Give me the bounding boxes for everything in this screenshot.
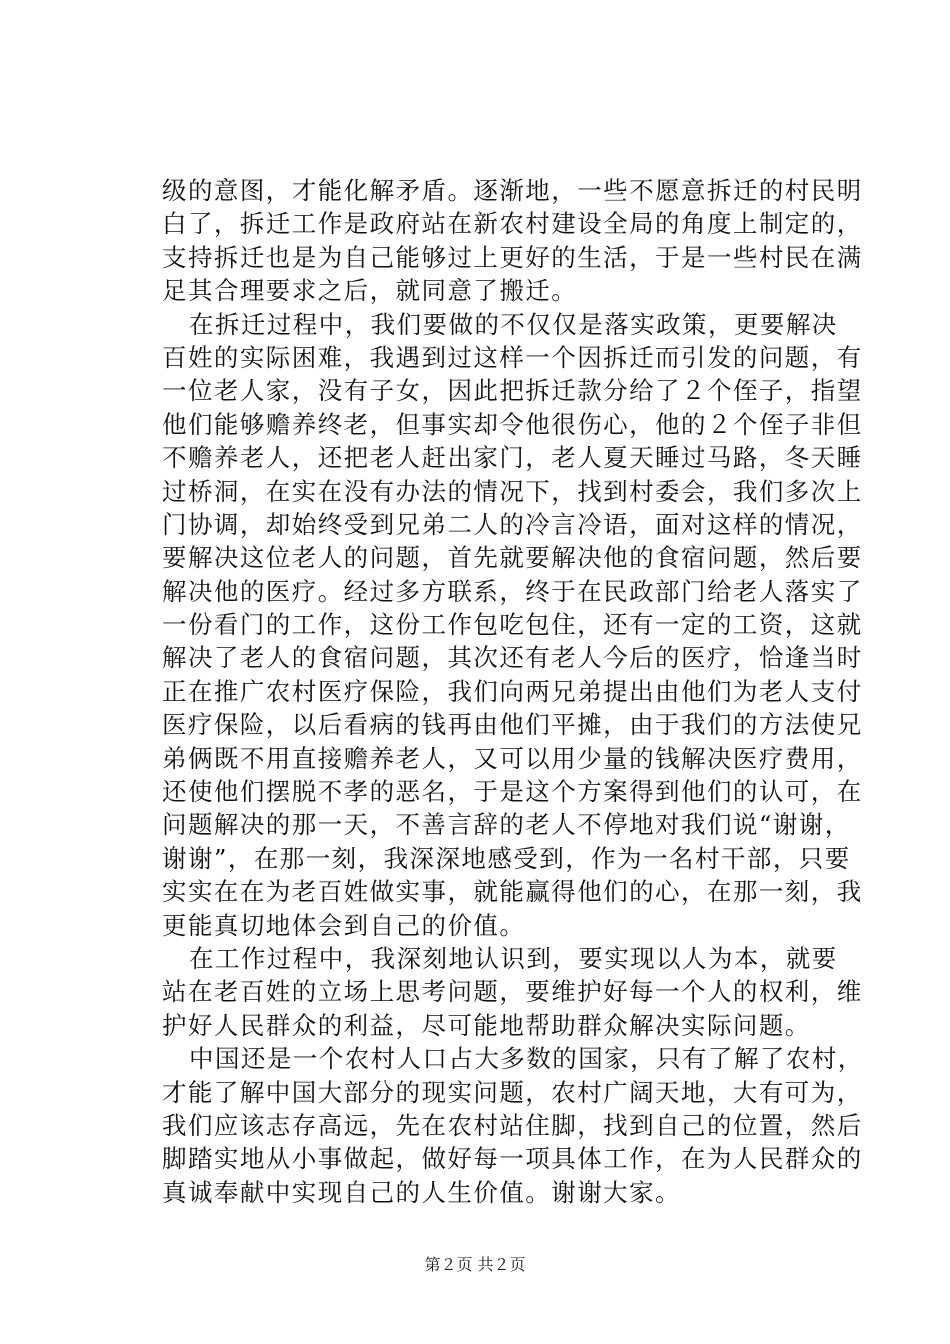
text-line: 级的意图，才能化解矛盾。逐渐地，一些不愿意拆迁的村民明 <box>162 176 863 205</box>
text-line: 要解决这位老人的问题，首先就要解决他的食宿问题，然后要 <box>162 543 863 573</box>
text-line: 足其合理要求之后，就同意了搬迁。 <box>162 276 578 306</box>
text-line: 过桥洞，在实在没有办法的情况下，找到村委会，我们多次上 <box>162 476 863 506</box>
text-line: 他们能够赡养终老，但事实却令他很伤心，他的２个侄子非但 <box>162 409 863 439</box>
text-line: 弟俩既不用直接赡养老人，又可以用少量的钱解决医疗费用， <box>162 743 863 773</box>
text-line: 正在推广农村医疗保险，我们向两兄弟提出由他们为老人支付 <box>162 676 863 706</box>
text-line: 实实在在为老百姓做实事，就能赢得他们的心，在那一刻，我 <box>162 877 863 907</box>
text-line: 医疗保险，以后看病的钱再由他们平摊，由于我们的方法使兄 <box>162 710 863 740</box>
paragraph-first-line: 在工作过程中，我深刻地认识到，要实现以人为本，就要 <box>189 943 838 973</box>
text-line: 我们应该志存高远，先在农村站住脚，找到自己的位置，然后 <box>162 1110 863 1140</box>
text-line: 白了，拆迁工作是政府站在新农村建设全局的角度上制定的， <box>162 209 863 239</box>
document-body <box>162 174 864 1209</box>
paragraph-first-line: 在拆迁过程中，我们要做的不仅仅是落实政策，更要解决 <box>189 309 838 339</box>
text-line: 一份看门的工作，这份工作包吃包住，还有一定的工资，这就 <box>162 610 863 640</box>
page-footer <box>0 1255 950 1275</box>
text-line: 一位老人家，没有子女，因此把拆迁款分给了２个侄子，指望 <box>162 376 863 406</box>
text-line: 站在老百姓的立场上思考问题，要维护好每一个人的权利，维 <box>162 977 863 1007</box>
text-line: 支持拆迁也是为自己能够过上更好的生活，于是一些村民在满 <box>162 242 863 272</box>
text-line: 问题解决的那一天，不善言辞的老人不停地对我们说“谢谢， <box>162 810 851 840</box>
text-line: 谢谢”，在那一刻，我深深地感受到，作为一名村干部，只要 <box>162 843 851 873</box>
text-line: 脚踏实地从小事做起，做好每一项具体工作，在为人民群众的 <box>162 1144 863 1174</box>
text-line: 门协调，却始终受到兄弟二人的冷言冷语，面对这样的情况， <box>162 509 863 539</box>
page-number-label: 第２页 共２页 <box>424 1255 526 1274</box>
paragraph-first-line: 中国还是一个农村人口占大多数的国家，只有了解了农村， <box>189 1044 864 1074</box>
text-line: 护好人民群众的利益，尽可能地帮助群众解决实际问题。 <box>162 1010 811 1040</box>
text-line: 还使他们摆脱不孝的恶名，于是这个方案得到他们的认可，在 <box>162 777 863 807</box>
text-line: 解决了老人的食宿问题，其次还有老人今后的医疗，恰逢当时 <box>162 643 863 673</box>
text-line: 不赡养老人，还把老人赶出家门，老人夏天睡过马路，冬天睡 <box>162 443 863 473</box>
text-line: 真诚奉献中实现自己的人生价值。谢谢大家。 <box>162 1177 681 1207</box>
text-line: 百姓的实际困难，我遇到过这样一个因拆迁而引发的问题，有 <box>162 342 863 372</box>
text-line: 才能了解中国大部分的现实问题，农村广阔天地，大有可为， <box>162 1077 863 1107</box>
text-line: 解决他的医疗。经过多方联系，终于在民政部门给老人落实了 <box>162 576 863 606</box>
text-line: 更能真切地体会到自己的价值。 <box>162 910 526 940</box>
